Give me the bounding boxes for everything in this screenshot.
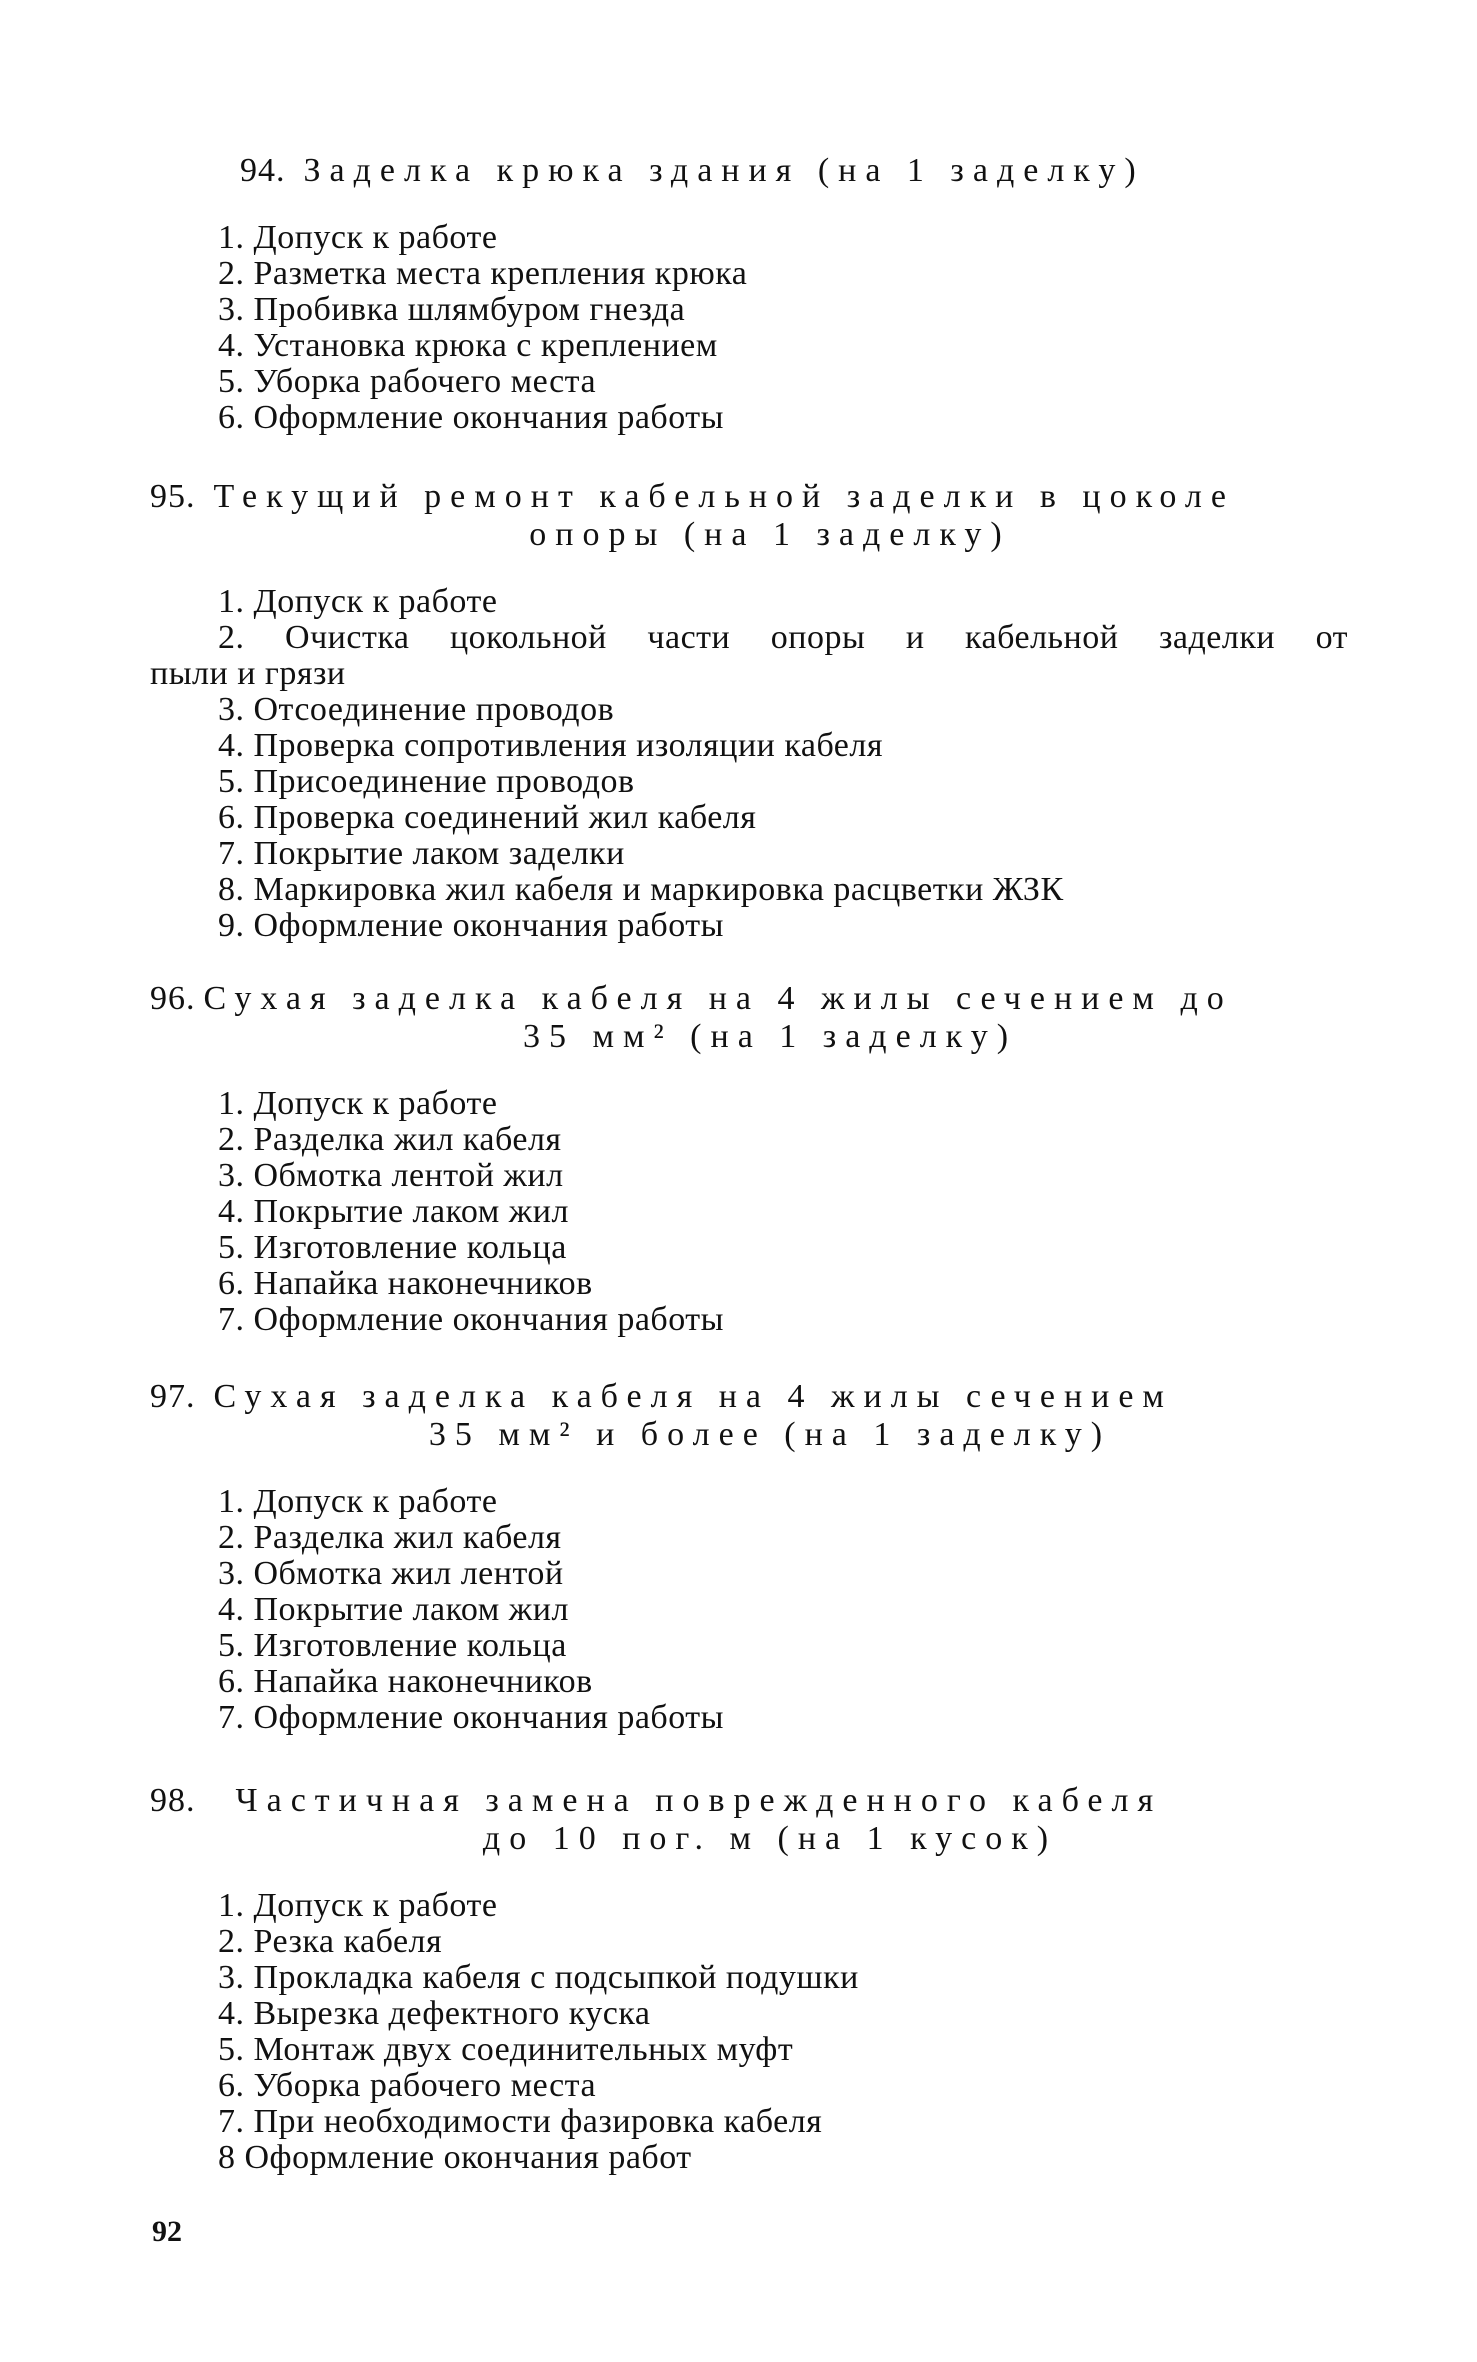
step-list <box>150 220 1350 436</box>
list-item: 2. Разделка жил кабеля <box>218 1121 562 1158</box>
list-item: 7. Покрытие лаком заделки <box>218 835 625 872</box>
section-number: 94. <box>240 152 286 189</box>
section-94 <box>150 152 1350 436</box>
section-title: Сухая заделка кабеля на 4 жилы сечением <box>213 1378 1173 1415</box>
step-list <box>150 1086 1350 1338</box>
list-item: 4. Покрытие лаком жил <box>218 1193 569 1230</box>
list-item: 1. Допуск к работе <box>218 583 498 620</box>
list-item: 4. Покрытие лаком жил <box>218 1591 569 1628</box>
list-item-continuation: пыли и грязи <box>150 655 346 692</box>
section-heading <box>150 152 1350 190</box>
list-item: 3. Отсоединение проводов <box>218 691 615 728</box>
step-list <box>150 1484 1350 1736</box>
list-item: 9. Оформление окончания работы <box>218 907 724 944</box>
list-item: 3. Пробивка шлямбуром гнезда <box>218 291 686 328</box>
list-item: 1. Допуск к работе <box>218 1887 498 1924</box>
list-item: 6. Уборка рабочего места <box>218 2067 597 2104</box>
section-98 <box>150 1782 1350 2176</box>
section-title: Заделка крюка здания (на 1 заделку) <box>303 152 1145 189</box>
section-title: Частичная замена поврежденного кабеля <box>235 1782 1163 1819</box>
section-title: Текущий ремонт кабельной заделки в цоколе <box>213 478 1235 515</box>
section-title-line2: 35 мм² (на 1 заделку) <box>522 1018 1018 1055</box>
section-title-line2: опоры (на 1 заделку) <box>529 516 1011 553</box>
section-number: 96. <box>150 980 196 1017</box>
list-item: 5. Монтаж двух соединительных муфт <box>218 2031 794 2068</box>
list-item: 3. Обмотка жил лентой <box>218 1555 564 1592</box>
list-item: 6. Оформление окончания работы <box>218 399 724 436</box>
list-item: 4. Проверка сопротивления изоляции кабеля <box>218 727 883 764</box>
list-item: 1. Допуск к работе <box>218 219 498 256</box>
step-list <box>150 1888 1350 2176</box>
list-item: 5. Изготовление кольца <box>218 1627 567 1664</box>
section-heading <box>150 478 1350 516</box>
list-item: 3. Прокладка кабеля с подсыпкой подушки <box>218 1959 859 1996</box>
section-number: 95. <box>150 478 196 515</box>
section-title: Сухая заделка кабеля на 4 жилы сечением до <box>203 980 1233 1017</box>
list-item: 6. Напайка наконечников <box>218 1265 593 1302</box>
section-heading <box>150 1378 1350 1416</box>
section-number: 97. <box>150 1378 196 1415</box>
list-item: 5. Изготовление кольца <box>218 1229 567 1266</box>
list-item: 7. Оформление окончания работы <box>218 1699 724 1736</box>
list-item: 6. Проверка соединений жил кабеля <box>218 799 757 836</box>
list-item: 2. Разделка жил кабеля <box>218 1519 562 1556</box>
section-95 <box>150 478 1350 944</box>
section-97 <box>150 1378 1350 1736</box>
list-item: 7. При необходимости фазировка кабеля <box>218 2103 823 2140</box>
list-item: 4. Установка крюка с креплением <box>218 327 718 364</box>
list-item: 1. Допуск к работе <box>218 1085 498 1122</box>
list-item: 8 Оформление окончания работ <box>218 2139 692 2176</box>
step-list <box>150 584 1350 944</box>
section-heading <box>150 980 1350 1018</box>
list-item: 2. Резка кабеля <box>218 1923 443 1960</box>
list-item: 5. Присоединение проводов <box>218 763 635 800</box>
section-heading <box>150 1782 1350 1820</box>
list-item: 1. Допуск к работе <box>218 1483 498 1520</box>
list-item: 3. Обмотка лентой жил <box>218 1157 564 1194</box>
page-number: 92 <box>152 2215 182 2248</box>
list-item: 2. Очистка цокольной части опоры и кабельной заделки от <box>218 619 1348 656</box>
list-item: 5. Уборка рабочего места <box>218 363 597 400</box>
section-title-line2: до 10 пог. м (на 1 кусок) <box>482 1820 1058 1857</box>
section-96 <box>150 980 1350 1338</box>
list-item: 7. Оформление окончания работы <box>218 1301 724 1338</box>
section-title-line2: 35 мм² и более (на 1 заделку) <box>428 1416 1112 1453</box>
section-number: 98. <box>150 1782 196 1819</box>
list-item: 8. Маркировка жил кабеля и маркировка расцветки ЖЗК <box>218 871 1064 908</box>
list-item: 4. Вырезка дефектного куска <box>218 1995 651 2032</box>
list-item: 2. Разметка места крепления крюка <box>218 255 748 292</box>
list-item: 6. Напайка наконечников <box>218 1663 593 1700</box>
